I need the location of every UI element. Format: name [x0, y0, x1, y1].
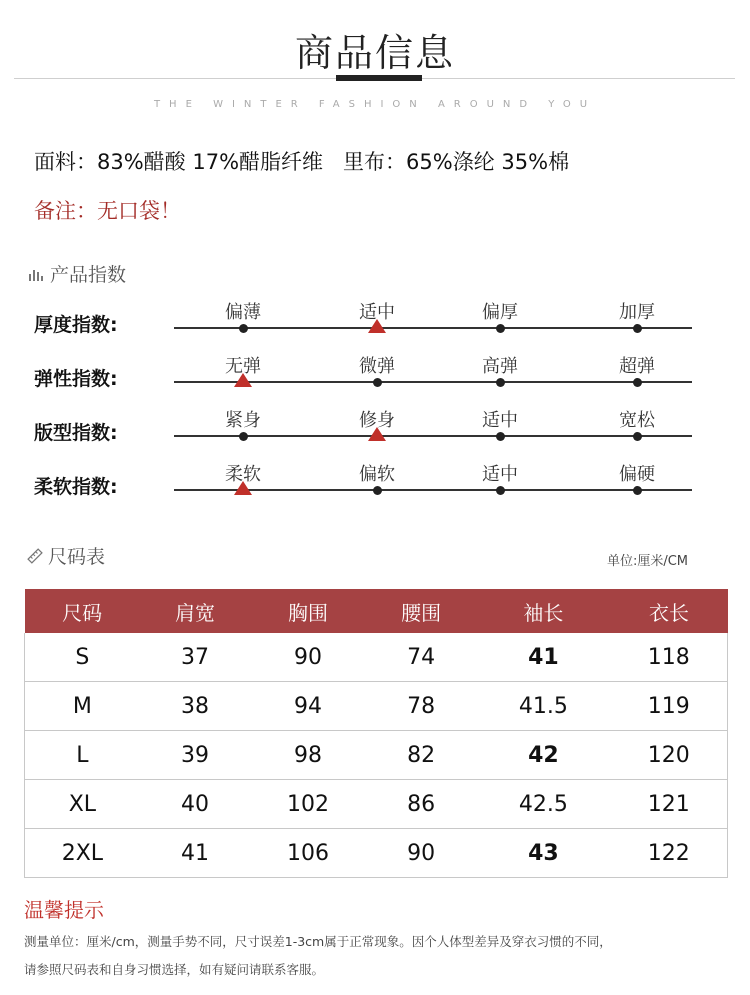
table-cell: 119 — [610, 682, 727, 731]
table-cell: 86 — [366, 780, 476, 829]
scale-dot — [496, 378, 505, 387]
table-cell: 78 — [366, 682, 476, 731]
index-option-label: 微弹 — [359, 356, 395, 377]
index-row-label: 版型指数: — [34, 422, 118, 444]
table-cell: 98 — [250, 731, 366, 780]
index-option-label: 偏硬 — [619, 464, 655, 485]
index-option-label: 修身 — [359, 410, 395, 431]
fabric-info: 面料：83%醋酸 17%醋脂纤维 里布：65%涤纶 35%棉 — [34, 150, 570, 174]
table-cell: 2XL — [25, 829, 140, 878]
table-row — [25, 780, 728, 829]
tips-line-2: 请参照尺码表和自身习惯选择，如有疑问请联系客服。 — [24, 962, 325, 977]
table-cell: S — [25, 633, 140, 682]
index-option-label: 宽松 — [619, 410, 655, 431]
size-column-header: 胸围 — [250, 589, 366, 633]
table-cell: 41 — [140, 829, 250, 878]
index-option-label: 无弹 — [225, 356, 261, 377]
selected-marker-triangle — [368, 319, 386, 333]
title-underline-bar — [336, 75, 422, 81]
scale-dot — [633, 432, 642, 441]
table-cell: 42.5 — [476, 780, 610, 829]
scale-dot — [633, 486, 642, 495]
index-option-label: 适中 — [482, 410, 518, 431]
remark-note: 备注：无口袋！ — [34, 199, 181, 223]
scale-dot — [496, 432, 505, 441]
table-cell: 90 — [250, 633, 366, 682]
table-cell: 39 — [140, 731, 250, 780]
unit-label: 单位:厘米/CM — [606, 554, 688, 569]
tips-line-1: 测量单位：厘米/cm，测量手势不同，尺寸误差1-3cm属于正常现象。因个人体型差异及穿衣习惯的不同， — [24, 934, 612, 949]
size-column-header: 肩宽 — [140, 589, 250, 633]
index-option-label: 紧身 — [225, 410, 261, 431]
index-option-label: 高弹 — [482, 356, 518, 377]
index-option-label: 适中 — [359, 302, 395, 323]
table-row — [25, 829, 728, 878]
index-option-label: 偏薄 — [225, 302, 261, 323]
table-cell: 41.5 — [476, 682, 610, 731]
index-scale-line — [174, 435, 692, 437]
index-option-label: 偏厚 — [482, 302, 518, 323]
index-row-label: 厚度指数: — [34, 314, 118, 336]
table-cell: 122 — [610, 829, 727, 878]
selected-marker-triangle — [368, 427, 386, 441]
ruler-icon — [26, 548, 44, 564]
table-cell: 41 — [476, 633, 610, 682]
table-cell: 94 — [250, 682, 366, 731]
index-option-label: 柔软 — [225, 464, 261, 485]
size-column-header: 衣长 — [610, 589, 727, 633]
index-row-label: 柔软指数: — [34, 476, 118, 498]
table-cell: 106 — [250, 829, 366, 878]
index-option-label: 超弹 — [619, 356, 655, 377]
scale-dot — [373, 486, 382, 495]
scale-dot — [373, 378, 382, 387]
size-section-header — [26, 542, 105, 569]
table-row — [25, 682, 728, 731]
bar-chart-icon — [28, 266, 46, 282]
index-section-header — [28, 260, 126, 287]
table-cell: 40 — [140, 780, 250, 829]
scale-dot — [239, 432, 248, 441]
index-option-label: 偏软 — [359, 464, 395, 485]
table-cell: 37 — [140, 633, 250, 682]
scale-dot — [496, 324, 505, 333]
page-subtitle: THE WINTER FASHION AROUND YOU — [153, 99, 597, 110]
table-cell: 90 — [366, 829, 476, 878]
size-table-body — [25, 633, 728, 878]
table-cell: XL — [25, 780, 140, 829]
index-option-label: 加厚 — [619, 302, 655, 323]
table-cell: M — [25, 682, 140, 731]
size-column-header: 尺码 — [25, 589, 140, 633]
table-row — [25, 731, 728, 780]
tips-title: 温馨提示 — [24, 898, 104, 922]
table-row — [25, 633, 728, 682]
index-row-label: 弹性指数: — [34, 368, 118, 390]
size-section-title: 尺码表 — [48, 546, 106, 568]
selected-marker-triangle — [234, 481, 252, 495]
table-cell: 43 — [476, 829, 610, 878]
index-section-title: 产品指数 — [50, 264, 127, 286]
scale-dot — [496, 486, 505, 495]
index-scale-line — [174, 327, 692, 329]
table-cell: 121 — [610, 780, 727, 829]
table-cell: 38 — [140, 682, 250, 731]
table-cell: 74 — [366, 633, 476, 682]
index-option-label: 适中 — [482, 464, 518, 485]
page-title: 商品信息 — [294, 31, 455, 75]
size-column-header: 袖长 — [476, 589, 610, 633]
selected-marker-triangle — [234, 373, 252, 387]
size-table — [24, 589, 728, 878]
table-cell: 102 — [250, 780, 366, 829]
scale-dot — [239, 324, 248, 333]
table-cell: 42 — [476, 731, 610, 780]
table-cell: 82 — [366, 731, 476, 780]
size-table-header — [25, 589, 728, 633]
table-cell: L — [25, 731, 140, 780]
scale-dot — [633, 378, 642, 387]
table-cell: 118 — [610, 633, 727, 682]
size-column-header: 腰围 — [366, 589, 476, 633]
table-cell: 120 — [610, 731, 727, 780]
scale-dot — [633, 324, 642, 333]
